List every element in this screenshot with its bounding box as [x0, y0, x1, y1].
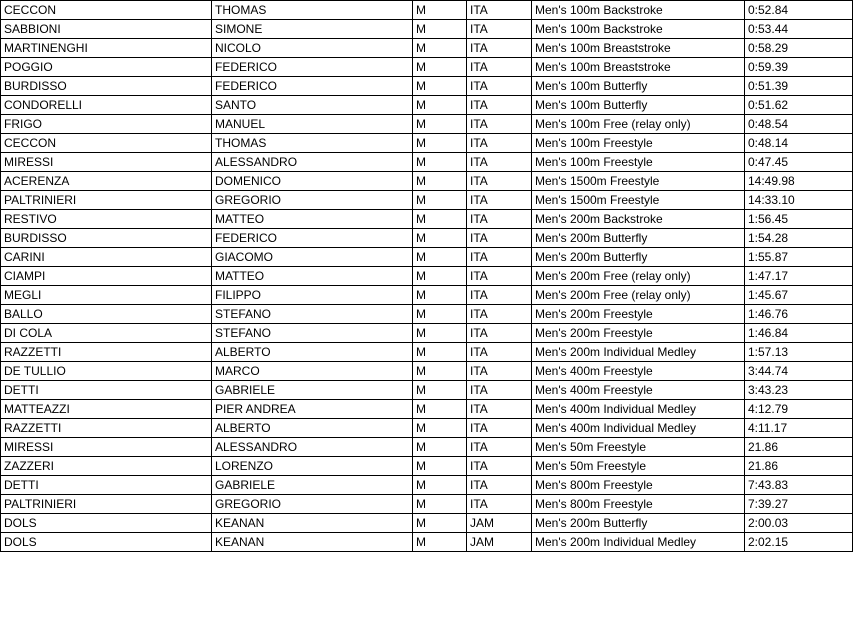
cell-nation: ITA [467, 39, 532, 58]
cell-last-name: SABBIONI [1, 20, 212, 39]
cell-event: Men's 100m Free (relay only) [532, 115, 745, 134]
cell-time: 3:43.23 [745, 381, 853, 400]
cell-gender: M [413, 248, 467, 267]
cell-time: 1:54.28 [745, 229, 853, 248]
cell-first-name: GREGORIO [212, 191, 413, 210]
table-row [1, 381, 853, 400]
cell-first-name: ALESSANDRO [212, 438, 413, 457]
table-row [1, 172, 853, 191]
cell-time: 0:48.54 [745, 115, 853, 134]
cell-first-name: MATTEO [212, 267, 413, 286]
cell-nation: ITA [467, 419, 532, 438]
cell-nation: ITA [467, 77, 532, 96]
cell-first-name: PIER ANDREA [212, 400, 413, 419]
cell-nation: ITA [467, 229, 532, 248]
cell-event: Men's 200m Butterfly [532, 248, 745, 267]
cell-time: 1:57.13 [745, 343, 853, 362]
cell-nation: ITA [467, 153, 532, 172]
table-row [1, 324, 853, 343]
cell-last-name: CARINI [1, 248, 212, 267]
cell-gender: M [413, 210, 467, 229]
cell-nation: ITA [467, 172, 532, 191]
cell-nation: JAM [467, 533, 532, 552]
cell-last-name: CONDORELLI [1, 96, 212, 115]
cell-gender: M [413, 495, 467, 514]
cell-last-name: POGGIO [1, 58, 212, 77]
cell-gender: M [413, 267, 467, 286]
cell-event: Men's 100m Freestyle [532, 153, 745, 172]
cell-first-name: KEANAN [212, 533, 413, 552]
cell-event: Men's 200m Backstroke [532, 210, 745, 229]
cell-gender: M [413, 286, 467, 305]
cell-event: Men's 200m Butterfly [532, 229, 745, 248]
cell-time: 21.86 [745, 457, 853, 476]
cell-time: 1:55.87 [745, 248, 853, 267]
table-row [1, 58, 853, 77]
cell-time: 0:58.29 [745, 39, 853, 58]
cell-first-name: GREGORIO [212, 495, 413, 514]
cell-nation: ITA [467, 96, 532, 115]
cell-time: 0:47.45 [745, 153, 853, 172]
cell-last-name: BURDISSO [1, 229, 212, 248]
cell-last-name: CECCON [1, 134, 212, 153]
cell-last-name: RAZZETTI [1, 343, 212, 362]
cell-gender: M [413, 77, 467, 96]
cell-gender: M [413, 153, 467, 172]
cell-event: Men's 400m Freestyle [532, 362, 745, 381]
cell-event: Men's 400m Freestyle [532, 381, 745, 400]
cell-first-name: FILIPPO [212, 286, 413, 305]
cell-gender: M [413, 324, 467, 343]
cell-event: Men's 1500m Freestyle [532, 172, 745, 191]
cell-first-name: ALBERTO [212, 419, 413, 438]
table-row [1, 229, 853, 248]
cell-time: 2:00.03 [745, 514, 853, 533]
cell-gender: M [413, 20, 467, 39]
cell-event: Men's 1500m Freestyle [532, 191, 745, 210]
cell-time: 4:12.79 [745, 400, 853, 419]
cell-event: Men's 50m Freestyle [532, 457, 745, 476]
cell-nation: ITA [467, 58, 532, 77]
cell-nation: JAM [467, 514, 532, 533]
cell-first-name: GIACOMO [212, 248, 413, 267]
table-row [1, 533, 853, 552]
cell-last-name: MIRESSI [1, 153, 212, 172]
table-body [1, 1, 853, 552]
cell-first-name: MANUEL [212, 115, 413, 134]
cell-nation: ITA [467, 438, 532, 457]
cell-event: Men's 200m Individual Medley [532, 533, 745, 552]
cell-time: 1:46.76 [745, 305, 853, 324]
cell-event: Men's 100m Backstroke [532, 1, 745, 20]
table-row [1, 267, 853, 286]
cell-gender: M [413, 58, 467, 77]
table-row [1, 362, 853, 381]
table-row [1, 210, 853, 229]
cell-time: 3:44.74 [745, 362, 853, 381]
cell-last-name: DOLS [1, 514, 212, 533]
cell-gender: M [413, 39, 467, 58]
cell-time: 1:45.67 [745, 286, 853, 305]
table-row [1, 39, 853, 58]
cell-gender: M [413, 96, 467, 115]
cell-last-name: RAZZETTI [1, 419, 212, 438]
table-row [1, 134, 853, 153]
cell-gender: M [413, 476, 467, 495]
cell-gender: M [413, 381, 467, 400]
cell-event: Men's 200m Freestyle [532, 305, 745, 324]
cell-gender: M [413, 457, 467, 476]
table-row [1, 20, 853, 39]
cell-time: 0:48.14 [745, 134, 853, 153]
cell-time: 0:53.44 [745, 20, 853, 39]
cell-time: 1:46.84 [745, 324, 853, 343]
cell-gender: M [413, 362, 467, 381]
cell-first-name: SIMONE [212, 20, 413, 39]
table-row [1, 153, 853, 172]
table-row [1, 96, 853, 115]
cell-last-name: CECCON [1, 1, 212, 20]
cell-event: Men's 200m Free (relay only) [532, 267, 745, 286]
cell-nation: ITA [467, 134, 532, 153]
cell-last-name: MIRESSI [1, 438, 212, 457]
table-row [1, 286, 853, 305]
cell-nation: ITA [467, 495, 532, 514]
cell-gender: M [413, 305, 467, 324]
cell-last-name: DI COLA [1, 324, 212, 343]
cell-gender: M [413, 438, 467, 457]
cell-last-name: DETTI [1, 476, 212, 495]
cell-gender: M [413, 419, 467, 438]
cell-last-name: BALLO [1, 305, 212, 324]
cell-time: 1:47.17 [745, 267, 853, 286]
cell-time: 14:33.10 [745, 191, 853, 210]
cell-nation: ITA [467, 476, 532, 495]
cell-nation: ITA [467, 1, 532, 20]
cell-time: 2:02.15 [745, 533, 853, 552]
cell-gender: M [413, 533, 467, 552]
cell-first-name: GABRIELE [212, 476, 413, 495]
cell-nation: ITA [467, 381, 532, 400]
cell-event: Men's 100m Breaststroke [532, 58, 745, 77]
table-row [1, 419, 853, 438]
cell-event: Men's 100m Backstroke [532, 20, 745, 39]
cell-last-name: MATTEAZZI [1, 400, 212, 419]
cell-last-name: PALTRINIERI [1, 191, 212, 210]
cell-last-name: FRIGO [1, 115, 212, 134]
cell-last-name: PALTRINIERI [1, 495, 212, 514]
cell-gender: M [413, 400, 467, 419]
cell-event: Men's 100m Freestyle [532, 134, 745, 153]
cell-first-name: STEFANO [212, 305, 413, 324]
cell-event: Men's 400m Individual Medley [532, 400, 745, 419]
cell-time: 4:11.17 [745, 419, 853, 438]
cell-event: Men's 200m Free (relay only) [532, 286, 745, 305]
table-row [1, 191, 853, 210]
table-row [1, 305, 853, 324]
cell-gender: M [413, 1, 467, 20]
cell-last-name: MEGLI [1, 286, 212, 305]
cell-gender: M [413, 229, 467, 248]
cell-first-name: FEDERICO [212, 77, 413, 96]
cell-event: Men's 200m Butterfly [532, 514, 745, 533]
cell-last-name: RESTIVO [1, 210, 212, 229]
cell-event: Men's 100m Butterfly [532, 77, 745, 96]
cell-nation: ITA [467, 400, 532, 419]
cell-gender: M [413, 134, 467, 153]
table-row [1, 115, 853, 134]
cell-event: Men's 200m Freestyle [532, 324, 745, 343]
cell-time: 0:51.62 [745, 96, 853, 115]
cell-nation: ITA [467, 210, 532, 229]
table-row [1, 400, 853, 419]
cell-last-name: CIAMPI [1, 267, 212, 286]
cell-first-name: THOMAS [212, 1, 413, 20]
cell-first-name: STEFANO [212, 324, 413, 343]
cell-gender: M [413, 172, 467, 191]
cell-first-name: KEANAN [212, 514, 413, 533]
table-row [1, 476, 853, 495]
cell-first-name: DOMENICO [212, 172, 413, 191]
cell-gender: M [413, 343, 467, 362]
cell-time: 0:52.84 [745, 1, 853, 20]
cell-gender: M [413, 115, 467, 134]
cell-event: Men's 100m Butterfly [532, 96, 745, 115]
cell-first-name: LORENZO [212, 457, 413, 476]
cell-time: 21.86 [745, 438, 853, 457]
cell-event: Men's 400m Individual Medley [532, 419, 745, 438]
cell-nation: ITA [467, 115, 532, 134]
table-row [1, 343, 853, 362]
table-row [1, 1, 853, 20]
cell-nation: ITA [467, 286, 532, 305]
cell-nation: ITA [467, 248, 532, 267]
table-row [1, 495, 853, 514]
cell-event: Men's 800m Freestyle [532, 495, 745, 514]
cell-first-name: FEDERICO [212, 229, 413, 248]
cell-nation: ITA [467, 343, 532, 362]
cell-nation: ITA [467, 267, 532, 286]
cell-first-name: MATTEO [212, 210, 413, 229]
cell-nation: ITA [467, 324, 532, 343]
cell-last-name: BURDISSO [1, 77, 212, 96]
table-row [1, 514, 853, 533]
cell-last-name: ACERENZA [1, 172, 212, 191]
cell-first-name: ALBERTO [212, 343, 413, 362]
table-row [1, 248, 853, 267]
table-row [1, 77, 853, 96]
table-row [1, 438, 853, 457]
cell-first-name: ALESSANDRO [212, 153, 413, 172]
cell-event: Men's 800m Freestyle [532, 476, 745, 495]
cell-nation: ITA [467, 305, 532, 324]
cell-time: 7:43.83 [745, 476, 853, 495]
cell-first-name: FEDERICO [212, 58, 413, 77]
cell-nation: ITA [467, 362, 532, 381]
cell-time: 7:39.27 [745, 495, 853, 514]
cell-first-name: THOMAS [212, 134, 413, 153]
cell-time: 0:59.39 [745, 58, 853, 77]
cell-time: 0:51.39 [745, 77, 853, 96]
cell-nation: ITA [467, 191, 532, 210]
cell-last-name: DETTI [1, 381, 212, 400]
cell-event: Men's 50m Freestyle [532, 438, 745, 457]
cell-last-name: DOLS [1, 533, 212, 552]
cell-event: Men's 100m Breaststroke [532, 39, 745, 58]
cell-first-name: GABRIELE [212, 381, 413, 400]
cell-gender: M [413, 514, 467, 533]
cell-last-name: ZAZZERI [1, 457, 212, 476]
cell-last-name: MARTINENGHI [1, 39, 212, 58]
cell-time: 1:56.45 [745, 210, 853, 229]
cell-gender: M [413, 191, 467, 210]
cell-first-name: MARCO [212, 362, 413, 381]
cell-last-name: DE TULLIO [1, 362, 212, 381]
table-row [1, 457, 853, 476]
cell-time: 14:49.98 [745, 172, 853, 191]
cell-event: Men's 200m Individual Medley [532, 343, 745, 362]
cell-first-name: NICOLO [212, 39, 413, 58]
cell-nation: ITA [467, 20, 532, 39]
cell-nation: ITA [467, 457, 532, 476]
cell-first-name: SANTO [212, 96, 413, 115]
